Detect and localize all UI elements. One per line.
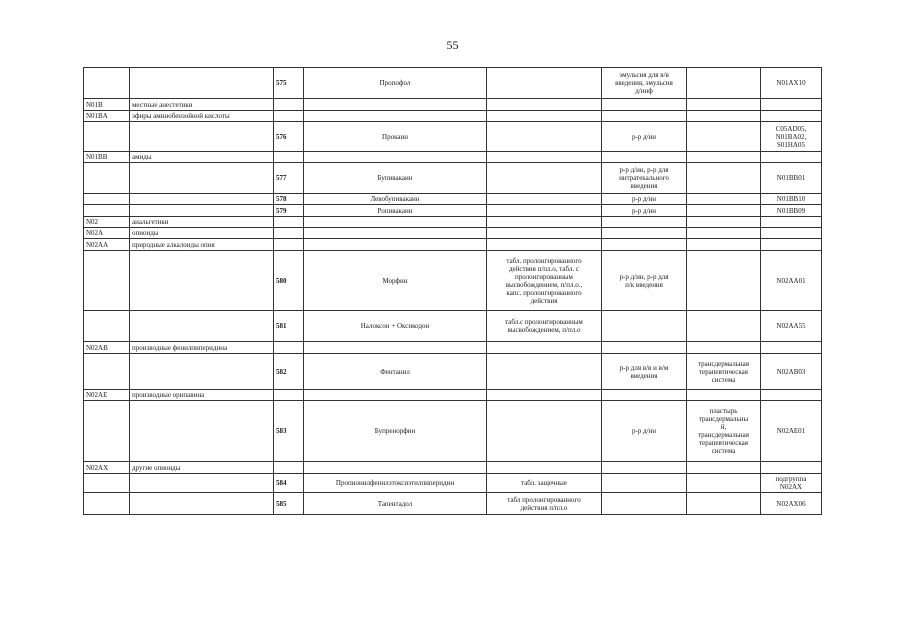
dosage-form-cell — [687, 401, 761, 462]
dosage-form-cell — [487, 228, 602, 239]
item-number: 575 — [276, 79, 287, 87]
dosage-form-cell — [602, 462, 687, 474]
atc-code: N02AA55 — [776, 322, 806, 330]
item-number-cell — [274, 462, 304, 474]
table-row — [84, 474, 822, 493]
atc-group-name: амиды — [132, 153, 152, 161]
dosage-form-cell — [687, 251, 761, 311]
table-row — [84, 239, 822, 251]
dosage-form: табл пролонгированного действия п/пл.о — [507, 495, 581, 512]
item-number: 583 — [276, 427, 287, 435]
dosage-form-cell — [487, 311, 602, 342]
atc-group-code-cell — [84, 111, 130, 122]
atc-group-name-cell — [130, 99, 274, 111]
atc-group-code-cell — [84, 239, 130, 251]
item-number-cell — [274, 401, 304, 462]
table-row — [84, 228, 822, 239]
drug-name: Налоксон + Оксикодон — [360, 322, 430, 330]
item-number-cell — [274, 217, 304, 228]
dosage-form-cell — [602, 239, 687, 251]
atc-code-cell — [761, 493, 822, 515]
dosage-form-cell — [687, 311, 761, 342]
dosage-form-cell — [602, 163, 687, 194]
item-number: 578 — [276, 195, 287, 203]
atc-group-code-cell — [84, 217, 130, 228]
atc-group-code-cell — [84, 163, 130, 194]
dosage-form-cell — [487, 251, 602, 311]
dosage-form-cell — [487, 354, 602, 390]
dosage-form-cell — [602, 354, 687, 390]
atc-group-name: местные анестетики — [132, 100, 193, 109]
dosage-form: табл.с пролонгированным высвобождением, п/пл.о — [505, 318, 583, 334]
atc-code: N01AX10 — [776, 79, 806, 87]
table-row — [84, 311, 822, 342]
atc-code-cell — [761, 462, 822, 474]
dosage-form-cell — [487, 401, 602, 462]
table-row — [84, 493, 822, 515]
atc-group-code: N01BA — [86, 112, 108, 120]
item-number: 576 — [276, 132, 287, 141]
drug-list-table — [83, 67, 822, 515]
dosage-form-cell — [487, 474, 602, 493]
drug-name-cell — [304, 68, 487, 99]
drug-name-cell — [304, 311, 487, 342]
atc-code-cell — [761, 163, 822, 194]
dosage-form-cell — [602, 251, 687, 311]
atc-group-code-cell — [84, 99, 130, 111]
drug-name: Пропионилфенилэтоксиэтилпиперидин — [335, 479, 455, 487]
item-number-cell — [274, 251, 304, 311]
dosage-form-cell — [487, 205, 602, 217]
atc-group-name-cell — [130, 194, 274, 205]
drug-name-cell — [304, 354, 487, 390]
atc-code: N01BB09 — [776, 206, 806, 215]
dosage-form-cell — [687, 474, 761, 493]
item-number-cell — [274, 228, 304, 239]
atc-code-cell — [761, 205, 822, 217]
page-number: 55 — [446, 38, 459, 52]
dosage-form: р-р д/ин, р-р для интратекального введения — [619, 166, 669, 190]
atc-group-name-cell — [130, 390, 274, 401]
drug-name-cell — [304, 228, 487, 239]
dosage-form-cell — [487, 493, 602, 515]
drug-name: Бупренорфин — [374, 427, 416, 435]
dosage-form-cell — [487, 217, 602, 228]
atc-group-code-cell — [84, 354, 130, 390]
dosage-form-cell — [602, 68, 687, 99]
dosage-form-cell — [487, 163, 602, 194]
drug-name-cell — [304, 251, 487, 311]
dosage-form: р-р д/ин, р-р для п/к введения — [619, 272, 669, 289]
atc-code: N02AA01 — [776, 276, 806, 285]
atc-group-code-cell — [84, 251, 130, 311]
item-number-cell — [274, 99, 304, 111]
item-number-cell — [274, 354, 304, 390]
atc-group-code: N01B — [86, 100, 103, 109]
drug-name-cell — [304, 163, 487, 194]
drug-name: Бупивакаин — [377, 174, 413, 182]
table-row — [84, 354, 822, 390]
dosage-form-cell — [487, 239, 602, 251]
dosage-form-cell — [487, 111, 602, 122]
atc-group-code-cell — [84, 122, 130, 152]
drug-name: Фентанил — [380, 367, 410, 376]
atc-code: N01BB10 — [776, 195, 806, 203]
dosage-form-cell — [687, 228, 761, 239]
drug-name: Пропофол — [379, 79, 411, 87]
atc-code-cell — [761, 217, 822, 228]
atc-group-code-cell — [84, 342, 130, 354]
item-number-cell — [274, 194, 304, 205]
item-number-cell — [274, 163, 304, 194]
drug-name: Прокаин — [382, 132, 408, 141]
table-row — [84, 163, 822, 194]
atc-code: N02AX06 — [776, 499, 806, 508]
atc-group-code-cell — [84, 401, 130, 462]
atc-group-name-cell — [130, 474, 274, 493]
atc-group-name: производные фенилпиперидина — [132, 343, 228, 352]
dosage-form-cell — [487, 152, 602, 163]
dosage-form-cell — [687, 163, 761, 194]
atc-code-cell — [761, 251, 822, 311]
dosage-form-cell — [687, 205, 761, 217]
item-number: 579 — [276, 206, 287, 215]
atc-group-code-cell — [84, 493, 130, 515]
item-number-cell — [274, 152, 304, 163]
atc-group-code-cell — [84, 462, 130, 474]
dosage-form: трансдермальная терапевтическая система — [698, 359, 749, 384]
atc-group-code-cell — [84, 152, 130, 163]
drug-name-cell — [304, 493, 487, 515]
drug-name: Ропивакаин — [377, 206, 413, 215]
drug-name: Морфин — [382, 276, 408, 285]
atc-code-cell — [761, 111, 822, 122]
table-row — [84, 122, 822, 152]
table-row — [84, 152, 822, 163]
atc-group-name: другие опиоиды — [132, 463, 181, 472]
atc-group-name-cell — [130, 354, 274, 390]
atc-group-code-cell — [84, 205, 130, 217]
atc-code-cell — [761, 311, 822, 342]
dosage-form-cell — [687, 111, 761, 122]
atc-group-code: N02AE — [86, 391, 108, 399]
atc-group-name: анальгетики — [132, 218, 169, 226]
atc-group-code: N02A — [86, 229, 104, 237]
drug-name-cell — [304, 239, 487, 251]
dosage-form-cell — [487, 99, 602, 111]
item-number-cell — [274, 493, 304, 515]
atc-group-name: производные орипавина — [132, 391, 205, 399]
atc-group-name-cell — [130, 401, 274, 462]
drug-name-cell — [304, 217, 487, 228]
drug-name-cell — [304, 152, 487, 163]
item-number-cell — [274, 122, 304, 152]
dosage-form: р-р для в/в и в/м введения — [619, 363, 669, 380]
atc-code-cell — [761, 342, 822, 354]
dosage-form-cell — [687, 152, 761, 163]
drug-name: Тапентадол — [377, 499, 413, 508]
dosage-form-cell — [687, 390, 761, 401]
atc-code: N02AE01 — [776, 427, 806, 435]
dosage-form-cell — [687, 194, 761, 205]
atc-group-code: N02AA — [86, 240, 109, 249]
table-row — [84, 194, 822, 205]
dosage-form-cell — [602, 205, 687, 217]
item-number-cell — [274, 68, 304, 99]
table-row — [84, 251, 822, 311]
atc-code-cell — [761, 390, 822, 401]
atc-code: N01BB01 — [776, 174, 806, 182]
drug-name-cell — [304, 462, 487, 474]
dosage-form: табл. защечные — [521, 479, 567, 487]
atc-code-cell — [761, 401, 822, 462]
atc-group-name-cell — [130, 111, 274, 122]
dosage-form-cell — [687, 99, 761, 111]
table-row — [84, 99, 822, 111]
atc-code-cell — [761, 474, 822, 493]
dosage-form-cell — [687, 217, 761, 228]
drug-name-cell — [304, 111, 487, 122]
drug-name-cell — [304, 342, 487, 354]
table-row — [84, 68, 822, 99]
dosage-form-cell — [602, 228, 687, 239]
dosage-form-cell — [602, 122, 687, 152]
atc-group-name-cell — [130, 251, 274, 311]
dosage-form-cell — [687, 354, 761, 390]
dosage-form-cell — [487, 390, 602, 401]
dosage-form-cell — [602, 99, 687, 111]
item-number-cell — [274, 390, 304, 401]
dosage-form: р-р д/ин — [631, 195, 657, 203]
dosage-form-cell — [487, 68, 602, 99]
dosage-form-cell — [602, 217, 687, 228]
dosage-form-cell — [602, 493, 687, 515]
atc-group-name-cell — [130, 68, 274, 99]
item-number-cell — [274, 311, 304, 342]
atc-code-cell — [761, 122, 822, 152]
atc-group-name-cell — [130, 342, 274, 354]
dosage-form-cell — [487, 342, 602, 354]
dosage-form: эмульсия для в/в введения, эмульсия д/инф — [615, 71, 673, 95]
atc-group-name-cell — [130, 122, 274, 152]
drug-name-cell — [304, 122, 487, 152]
dosage-form: р-р д/ин — [631, 427, 657, 435]
dosage-form-cell — [487, 194, 602, 205]
dosage-form-cell — [487, 122, 602, 152]
table-row — [84, 390, 822, 401]
atc-code-cell — [761, 354, 822, 390]
atc-group-name-cell — [130, 493, 274, 515]
item-number-cell — [274, 111, 304, 122]
drug-name-cell — [304, 99, 487, 111]
atc-group-code-cell — [84, 228, 130, 239]
atc-group-name: эфиры аминобензойной кислоты — [132, 112, 230, 120]
item-number-cell — [274, 474, 304, 493]
item-number-cell — [274, 205, 304, 217]
item-number: 581 — [276, 322, 287, 330]
dosage-form-cell — [602, 111, 687, 122]
item-number: 582 — [276, 367, 287, 376]
atc-code-cell — [761, 194, 822, 205]
table-row — [84, 111, 822, 122]
item-number: 580 — [276, 276, 287, 285]
atc-group-code-cell — [84, 390, 130, 401]
drug-name: Левобупивакаин — [370, 195, 420, 203]
dosage-form-cell — [687, 342, 761, 354]
atc-group-code: N02AB — [86, 343, 108, 352]
atc-group-name-cell — [130, 239, 274, 251]
table-row — [84, 342, 822, 354]
dosage-form-cell — [602, 194, 687, 205]
dosage-form-cell — [687, 122, 761, 152]
atc-group-code-cell — [84, 194, 130, 205]
atc-group-code: N02AX — [86, 463, 109, 472]
drug-name-cell — [304, 390, 487, 401]
dosage-form-cell — [687, 68, 761, 99]
item-number: 577 — [276, 174, 287, 182]
atc-code-cell — [761, 239, 822, 251]
atc-group-code-cell — [84, 311, 130, 342]
drug-name-cell — [304, 401, 487, 462]
dosage-form: табл. пролонгированного действия п/пл.о, табл. с пролонгированным высвобождением, п/пл.о., капс. пролонгированного действия — [505, 256, 583, 305]
atc-group-name-cell — [130, 217, 274, 228]
atc-group-code-cell — [84, 474, 130, 493]
dosage-form: р-р д/ин — [631, 132, 657, 141]
dosage-form-cell — [687, 493, 761, 515]
item-number-cell — [274, 342, 304, 354]
item-number: 584 — [276, 479, 287, 487]
atc-group-code: N02 — [86, 218, 99, 226]
drug-name-cell — [304, 205, 487, 217]
dosage-form-cell — [602, 401, 687, 462]
atc-group-code-cell — [84, 68, 130, 99]
atc-group-name: опиоиды — [132, 229, 159, 237]
atc-code-cell — [761, 99, 822, 111]
drug-name-cell — [304, 474, 487, 493]
item-number-cell — [274, 239, 304, 251]
dosage-form-cell — [602, 342, 687, 354]
atc-group-name-cell — [130, 462, 274, 474]
atc-code: C05AD05, N01BA02, S01HA05 — [775, 124, 807, 149]
dosage-form-cell — [602, 311, 687, 342]
drug-name-cell — [304, 194, 487, 205]
dosage-form-cell — [602, 152, 687, 163]
atc-code: N02AB03 — [776, 367, 806, 376]
dosage-form-cell — [602, 390, 687, 401]
dosage-form-cell — [487, 462, 602, 474]
atc-group-name-cell — [130, 205, 274, 217]
atc-code-cell — [761, 228, 822, 239]
dosage-form: пластырь трансдермальны й, трансдермальная терапевтическая система — [698, 407, 749, 455]
item-number: 585 — [276, 499, 287, 508]
table-row — [84, 217, 822, 228]
dosage-form-cell — [602, 474, 687, 493]
atc-group-name: природные алкалоиды опия — [132, 240, 215, 249]
table-row — [84, 205, 822, 217]
table-row — [84, 401, 822, 462]
atc-group-code: N01BB — [86, 153, 108, 161]
dosage-form-cell — [687, 239, 761, 251]
atc-group-name-cell — [130, 311, 274, 342]
dosage-form: р-р д/ин — [631, 206, 657, 215]
atc-code-cell — [761, 152, 822, 163]
atc-code: подгруппа N02AX — [775, 475, 807, 491]
atc-code-cell — [761, 68, 822, 99]
atc-group-name-cell — [130, 163, 274, 194]
atc-group-name-cell — [130, 152, 274, 163]
atc-group-name-cell — [130, 228, 274, 239]
table-row — [84, 462, 822, 474]
dosage-form-cell — [687, 462, 761, 474]
